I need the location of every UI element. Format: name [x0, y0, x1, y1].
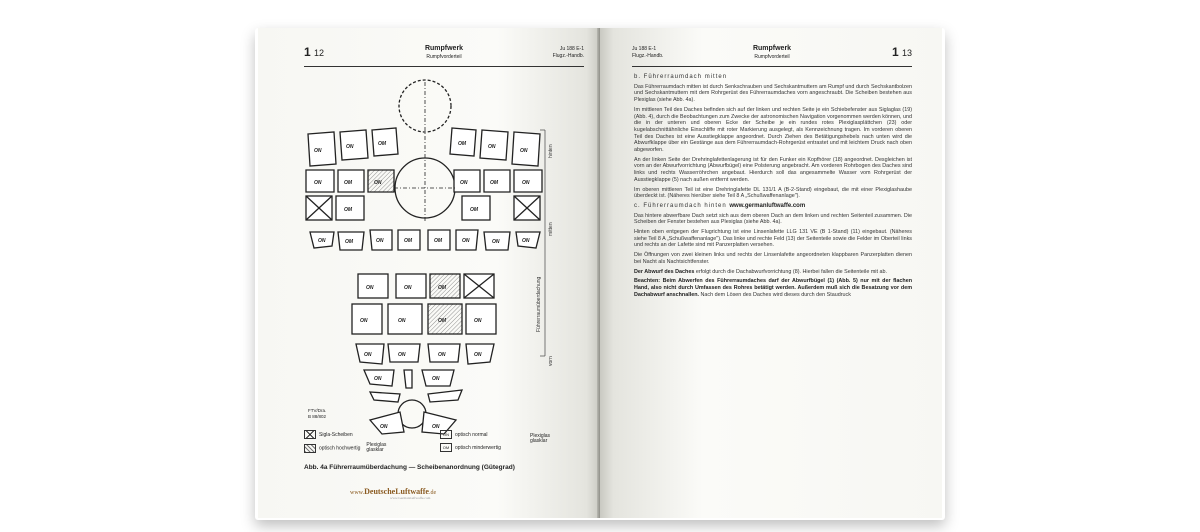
panel-label: OM — [404, 238, 413, 244]
section-c-paragraph-2: Hinten oben entgegen der Flugrichtung ist eine Linsenlafette LLG 131 VE (B 1-Stand) (11) eingebaut. (Näheres siehe Teil 8 A „Schußwaffenanlage"). Das linke und rechte Feld (13) der Seitenteile sowie die Felder im Oberteil links und rechts an der Lafette sind mit Panzerplatten versehen. — [634, 229, 912, 249]
panel-label: OM — [344, 180, 353, 186]
left-page-number: 1 12 — [304, 45, 325, 59]
section-b-paragraph-1: Das Führerraumdach mitten ist durch Senkschrauben und Sechskantmuttern am Rumpf und durch Sechskantbolzen und Sechskantmuttern mit dem Rohrgerüst des Führerraumdaches vorn angeschraubt. Die Scheiben bestehen aus Plexiglas (siehe Abb. 4a). — [634, 83, 912, 104]
section-c-title: c. Führerraumdach hinten www.germanluftwaffe.com — [634, 202, 806, 209]
right-header-meta: Ju 188 E-1 Flugz.-Handb. — [632, 46, 664, 59]
panel-label: ON — [374, 180, 382, 186]
panel-label: OM — [458, 141, 467, 147]
section-c-paragraph-4: Der Abwurf des Daches erfolgt durch die Dachabwurfvorrichtung (8). Hierbei fallen die Seitenteile mit ab. — [634, 268, 887, 275]
watermark-logo: www.DeutscheLuftwaffe.de www.GermanLuftwaffe.com — [350, 487, 437, 500]
section-b-paragraph-3: An der linken Seite der Drehringlafettenlagerung ist für den Funker ein Kopfhörer (18) angeordnet. Desgleichen ist vorn an der Abwurfvorrichtung (Abwurfbügel) eine Polsterung angebracht. Am vorderen Rohrbogen des Daches sind links und rechts Wasserröhrchen angebaut. Hierdurch soll das angesammelte Wasser vom Rohrgerüst der Ausstiegklappe (5) nach außen entfernt werden. — [634, 156, 912, 183]
right-header-title: Rumpfwerk Rumpfvorderteil — [752, 45, 792, 60]
watermark-url: www.germanluftwaffe.com — [729, 202, 806, 209]
panel-label: ON — [314, 180, 322, 186]
panel-label: OM — [345, 239, 354, 245]
panel-label: OM — [490, 180, 499, 186]
legend-hochwertig: optisch hochwertigPlexiglas glasklar — [304, 443, 400, 453]
section-b-title: b. Führerraumdach mitten — [634, 74, 728, 80]
left-page-header — [304, 42, 584, 67]
section-c-paragraph-1: Das hintere abwerfbare Dach setzt sich aus dem oberen Dach an dem linken und rechten Seitenteil zusammen. Die Scheiben der Fenster bestehen aus Plexiglas (siehe Abb. 4a). — [634, 212, 912, 226]
panel-label: OM — [378, 141, 387, 147]
section-c-paragraph-3: Die Öffnungen von zwei kleinen links und rechts der Linsenlafette angeordneten klappbaren Panzerplatten dienen bei Nacht als Nachtsichtfenster. — [634, 252, 912, 265]
panel-label: ON — [318, 238, 326, 244]
panel-label: ON — [398, 318, 406, 324]
panel-label: ON — [474, 352, 482, 358]
legend-sigla: Sigla-Scheiben — [304, 430, 353, 439]
left-header-title: Rumpfwerk Rumpfvorderteil — [424, 45, 464, 60]
section-b-paragraph-2: Im mittleren Teil des Daches befinden sich auf der linken und rechten Seite je ein Schiebefenster aus Siglaglas (19) (Abb. 4), durch die Beobachtungen zum Zwecke der astronomischen Navigation vorgenommen werden können, und die in der unteren und oberen Ecke der Scheibe je ein rundes rotes Plexiglasplättchen (23) oder kugelabschnittähnliche Einschliffe mit roter Markierung ausgelegt, als Kennzeichnung tragen. Im vorderen oberen Teil des Daches ist eine Ausstiegklappe angeordnet. Durch Ziehen des Betätigungshebels nach unten wird die Abwurfklappe über ein Gestänge aus dem Führerraumdach-Rohrgerüst entrastet und mit leichtem Druck nach oben abgeworfen. — [634, 106, 912, 154]
panel-label: OM — [434, 238, 443, 244]
side-label-mitten: mitten — [548, 222, 554, 236]
legend-plexiglas-brace: Plexiglas glasklar — [530, 433, 551, 444]
side-label-hinten: hinten — [548, 144, 554, 158]
right-page-header — [632, 42, 912, 67]
panel-label: ON — [404, 285, 412, 291]
left-header-meta: Ju 188 E-1 Flugz.-Handb. — [552, 46, 584, 59]
side-label-vorn: vorn — [548, 356, 554, 366]
panel-label: ON — [460, 180, 468, 186]
panel-label: ON — [520, 148, 528, 154]
legend-normal: ON optisch normal — [440, 430, 488, 439]
right-page-body — [634, 72, 912, 301]
panel-label: OM — [470, 207, 479, 213]
panel-label: ON — [366, 285, 374, 291]
panel-label: ON — [364, 352, 372, 358]
right-page — [600, 28, 942, 518]
drawing-reference: FTV/Dra. B 88/802 — [308, 408, 327, 419]
panel-label: ON — [522, 238, 530, 244]
panel-label: ON — [360, 318, 368, 324]
side-label-main: Führerraumüberdachung — [536, 276, 542, 332]
left-page — [258, 28, 600, 518]
canopy-panel-diagram — [300, 96, 554, 436]
panel-label: ON — [380, 424, 388, 430]
panel-label: ON — [374, 376, 382, 382]
panel-label: ON — [474, 318, 482, 324]
panel-label: ON — [314, 148, 322, 154]
panel-label: OM — [438, 318, 447, 324]
panel-label: ON — [346, 144, 354, 150]
panel-label: OM — [344, 207, 353, 213]
panel-label: ON — [462, 238, 470, 244]
section-c-paragraph-5: Beachten: Beim Abwerfen des Führerraumdaches darf der Abwurfbügel (1) (Abb. 5) nur mit der flachen Hand, also nicht durch Umfassen des Rohres betätigt werden. Außerdem muß sich die Besatzung vor dem Dachabwurf anschnallen. Nach dem Lösen des Daches wird dieses durch den Staudruck — [634, 278, 912, 298]
panel-label: ON — [492, 239, 500, 245]
panel-label: OM — [438, 285, 447, 291]
legend-minderwertig: OM optisch minderwertig — [440, 443, 501, 452]
section-b-paragraph-4: Im oberen mittleren Teil ist eine Drehringlafette DL 131/1 A (B-2-Stand) eingebaut, die mit einer Plexiglashaube überdeckt ist. (Näheres hierüber siehe Teil 8 A „Schußwaffenanlage"). — [634, 186, 912, 200]
panel-label: ON — [398, 352, 406, 358]
panel-label: ON — [376, 238, 384, 244]
panel-label: ON — [522, 180, 530, 186]
panel-label: ON — [438, 352, 446, 358]
panel-label: ON — [432, 376, 440, 382]
panel-label: ON — [488, 144, 496, 150]
right-page-number: 1 13 — [891, 45, 912, 59]
panel-label: ON — [432, 424, 440, 430]
figure-caption: Abb. 4a Führerraumüberdachung — Scheibenanordnung (Gütegrad) — [304, 464, 515, 471]
